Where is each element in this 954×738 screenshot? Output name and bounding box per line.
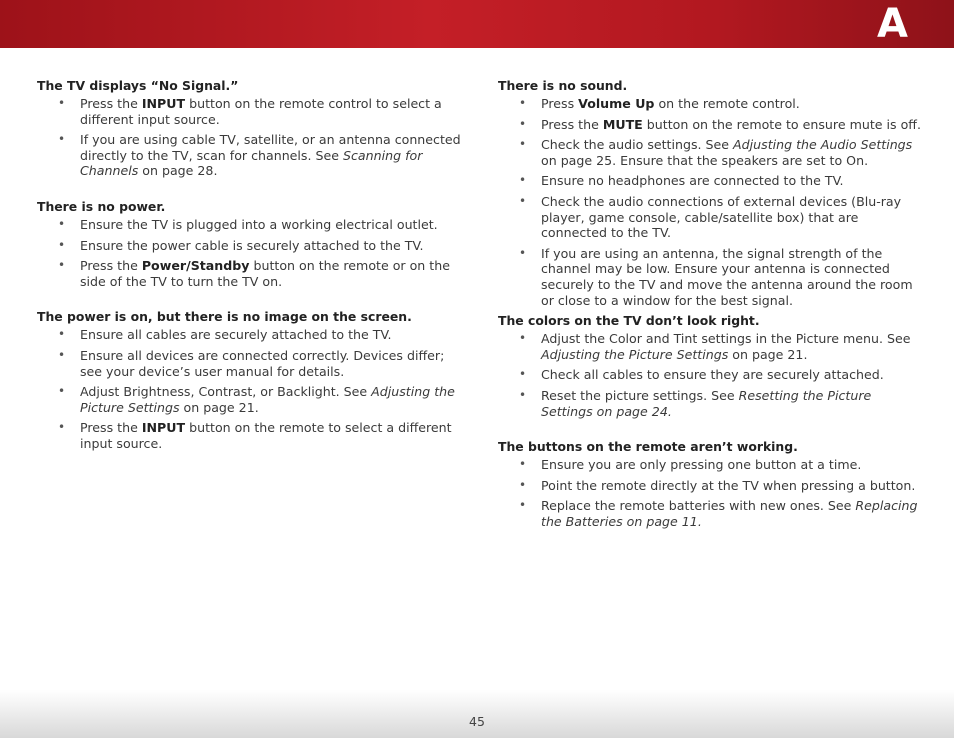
- section-heading: There is no sound.: [498, 78, 628, 93]
- bullet-icon: •: [58, 237, 66, 252]
- cross-reference-link[interactable]: Resetting the Picture Settings on page 24: [541, 387, 872, 419]
- list-item: • Ensure you are only pressing one button at a time.: [519, 457, 862, 473]
- bullet-icon: •: [519, 193, 527, 208]
- list-item: • Press the Power/Standby button on the remote or on the side of the TV to turn the TV on.: [58, 258, 450, 289]
- bullet-list: [498, 331, 923, 419]
- bullet-icon: •: [519, 137, 527, 152]
- bullet-icon: •: [58, 96, 66, 110]
- bullet-list: [498, 96, 923, 308]
- bullet-icon: •: [58, 420, 66, 435]
- bullet-icon: •: [58, 327, 66, 342]
- list-item: • Check the audio connections of external devices (Blu-ray player, game console, cable/satellite box) that are connected to the TV.: [519, 193, 902, 241]
- section-colors: [498, 313, 923, 419]
- bullet-icon: •: [519, 331, 527, 346]
- page-number: 45: [469, 714, 485, 729]
- section-heading: The colors on the TV don’t look right.: [498, 313, 760, 329]
- list-item: • If you are using an antenna, the signal strength of the channel may be low. Ensure your antenna is connected securely to the TV and move the antenna around the room or close to a window for the best signal.: [519, 245, 913, 308]
- list-item: • Replace the remote batteries with new ones. See Replacing the Batteries on page 11.: [519, 498, 918, 529]
- list-item: • Ensure all devices are connected correctly. Devices differ; see your device’s user manual for details.: [58, 347, 445, 379]
- bullet-icon: •: [58, 347, 66, 362]
- cross-reference-link[interactable]: Scanning for Channels: [80, 147, 423, 179]
- bullet-list: [37, 217, 462, 289]
- section-no-power: [37, 199, 462, 289]
- bullet-list: [37, 327, 462, 451]
- right-column: [498, 78, 923, 534]
- section-no-sound: [498, 78, 923, 308]
- bullet-icon: •: [519, 173, 527, 188]
- bullet-icon: •: [519, 457, 527, 472]
- section-heading: The TV displays “No Signal.”: [37, 78, 239, 93]
- list-item: • Adjust the Color and Tint settings in the Picture menu. See Adjusting the Picture Settings on page 21.: [519, 331, 911, 362]
- bullet-icon: •: [519, 96, 527, 110]
- bullet-icon: •: [519, 477, 527, 492]
- list-item: • Ensure no headphones are connected to the TV.: [519, 173, 844, 189]
- list-item: • Press the INPUT button on the remote control to select a different input source.: [58, 96, 442, 127]
- list-item: • Check the audio settings. See Adjusting the Audio Settings on page 25. Ensure that the speakers are set to On.: [519, 137, 913, 168]
- cross-reference-link[interactable]: Replacing the Batteries on page 11: [541, 498, 918, 529]
- bullet-icon: •: [58, 132, 66, 147]
- section-letter: A: [877, 1, 908, 47]
- section-heading: There is no power.: [37, 198, 166, 214]
- bullet-icon: •: [58, 384, 66, 399]
- list-item: • Ensure the TV is plugged into a working electrical outlet.: [58, 216, 438, 232]
- left-column: [37, 78, 462, 457]
- section-heading: The power is on, but there is no image on the screen.: [37, 309, 412, 325]
- list-item: • Press the MUTE button on the remote to ensure mute is off.: [519, 116, 921, 132]
- bullet-list: [37, 96, 462, 179]
- cross-reference-link[interactable]: Adjusting the Audio Settings: [733, 137, 913, 153]
- list-item: • Ensure the power cable is securely attached to the TV.: [58, 237, 424, 253]
- section-remote-buttons: [498, 439, 923, 529]
- list-item: • Press the INPUT button on the remote to select a different input source.: [58, 420, 452, 451]
- bullet-icon: •: [58, 216, 66, 231]
- bullet-icon: •: [519, 245, 527, 260]
- list-item: • Point the remote directly at the TV when pressing a button.: [519, 477, 916, 493]
- header-bar: [0, 0, 954, 48]
- list-item: • Press Volume Up on the remote control.: [519, 96, 800, 111]
- bullet-icon: •: [519, 116, 527, 131]
- cross-reference-link[interactable]: Adjusting the Picture Settings: [80, 384, 455, 415]
- cross-reference-link[interactable]: Adjusting the Picture Settings: [541, 346, 729, 362]
- section-heading: The buttons on the remote aren’t working.: [498, 439, 798, 455]
- section-no-signal: [37, 78, 462, 179]
- section-no-image: [37, 309, 462, 451]
- bullet-icon: •: [519, 387, 527, 402]
- bullet-icon: •: [519, 367, 527, 382]
- bullet-icon: •: [58, 258, 66, 273]
- bullet-list: [498, 457, 923, 529]
- list-item: • Reset the picture settings. See Resetting the Picture Settings on page 24.: [519, 387, 872, 419]
- bullet-icon: •: [519, 498, 527, 513]
- list-item: • If you are using cable TV, satellite, or an antenna connected directly to the TV, scan for channels. See Scanning for Channels on page 28.: [58, 132, 461, 179]
- list-item: • Adjust Brightness, Contrast, or Backlight. See Adjusting the Picture Settings on page 21.: [58, 384, 455, 415]
- list-item: • Check all cables to ensure they are securely attached.: [519, 367, 884, 383]
- list-item: • Ensure all cables are securely attached to the TV.: [58, 327, 392, 343]
